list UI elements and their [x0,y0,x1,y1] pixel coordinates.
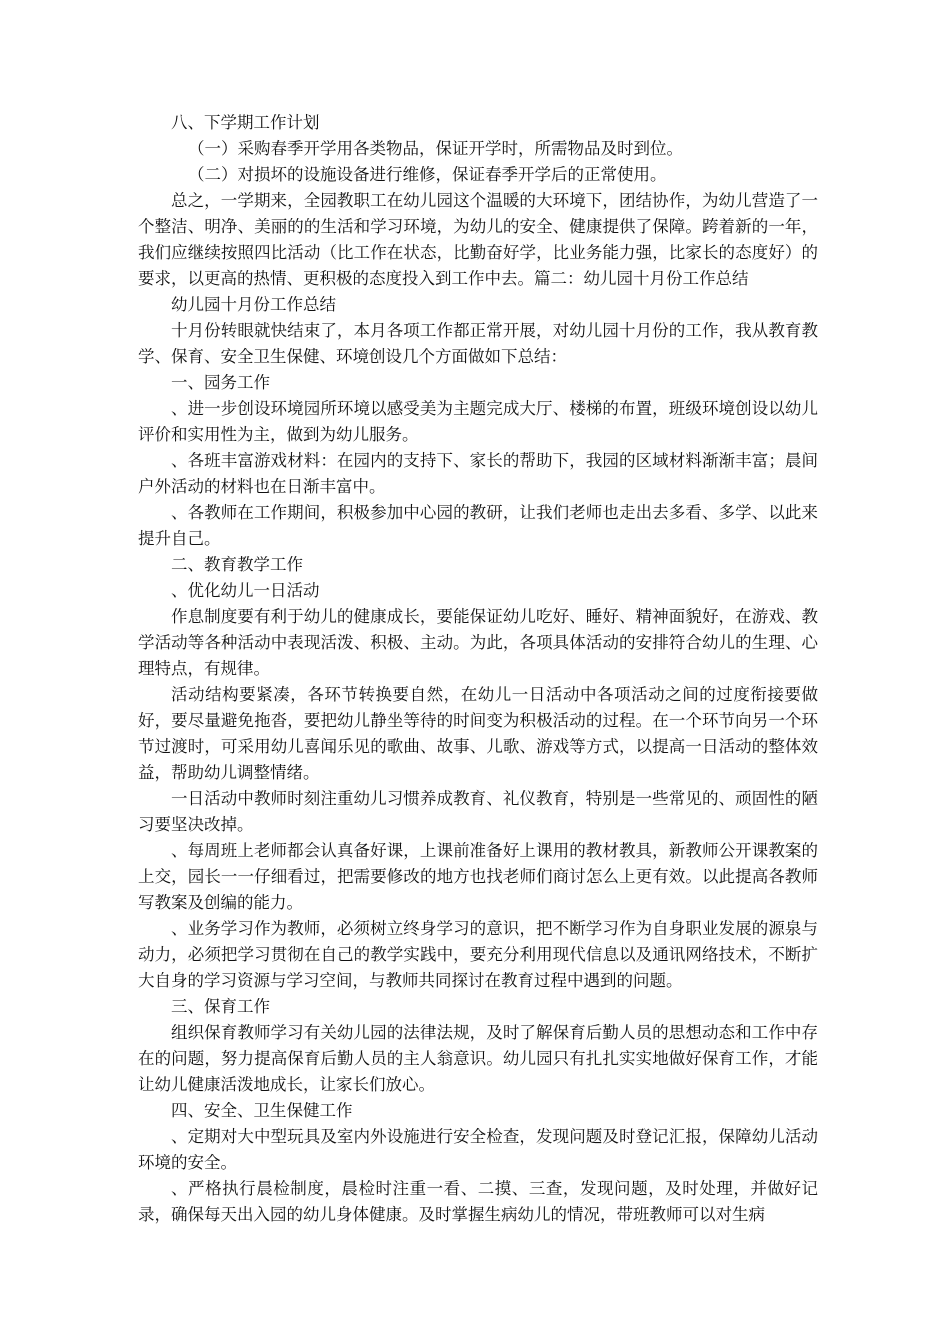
paragraph: 、进一步创设环境园所环境以感受美为主题完成大厅、楼梯的布置，班级环境创设以幼儿评价和实用性为主，做到为幼儿服务。 [138,399,818,444]
paragraph: 、各班丰富游戏材料：在园内的支持下、家长的帮助下，我园的区域材料渐渐丰富；晨间户外活动的材料也在日渐丰富中。 [138,451,818,496]
paragraph: 作息制度要有利于幼儿的健康成长，要能保证幼儿吃好、睡好、精神面貌好，在游戏、教学活动等各种活动中表现活泼、积极、主动。为此，各项具体活动的安排符合幼儿的生理、心理特点，有规律。 [138,607,818,678]
document-body [138,110,818,1228]
paragraph: 活动结构要紧凑，各环节转换要自然，在幼儿一日活动中各项活动之间的过度衔接要做好，要尽量避免拖沓，要把幼儿静坐等待的时间变为积极活动的过程。在一个环节向另一个环节过渡时，可采用幼儿喜闻乐见的歌曲、故事、儿歌、游戏等方式，以提高一日活动的整体效益，帮助幼儿调整情绪。 [138,685,818,782]
section-heading: 三、保育工作 [171,997,270,1016]
section-heading: 二、教育教学工作 [171,555,303,574]
sub-heading: 、优化幼儿一日活动 [171,581,320,600]
paragraph: 组织保育教师学习有关幼儿园的法律法规，及时了解保育后勤人员的思想动态和工作中存在的问题，努力提高保育后勤人员的主人翁意识。幼儿园只有扎扎实实地做好保育工作，才能让幼儿健康活泼地成长，让家长们放心。 [138,1023,818,1094]
paragraph: 、定期对大中型玩具及室内外设施进行安全检查，发现问题及时登记汇报，保障幼儿活动环境的安全。 [138,1127,818,1172]
paragraph: 总之，一学期来，全园教职工在幼儿园这个温暖的大环境下，团结协作，为幼儿营造了一个整洁、明净、美丽的的生活和学习环境，为幼儿的安全、健康提供了保障。跨着新的一年，我们应继续按照四比活动（比工作在状态，比勤奋好学，比业务能力强，比家长的态度好）的要求，以更高的热情、更积极的态度投入到工作中去。篇二：幼儿园十月份工作总结 [138,191,818,288]
plan-item: （一）采购春季开学用各类物品，保证开学时，所需物品及时到位。 [188,139,683,158]
paragraph: 、各教师在工作期间，积极参加中心园的教研，让我们老师也走出去多看、多学、以此来提升自己。 [138,503,818,548]
plan-item: （二）对损坏的设施设备进行维修，保证春季开学后的正常使用。 [188,165,667,184]
paragraph: 一日活动中教师时刻注重幼儿习惯养成教育、礼仪教育，特别是一些常见的、顽固性的陋习要坚决改掉。 [138,789,818,834]
section-heading: 一、园务工作 [171,373,270,392]
section-heading: 四、安全、卫生保健工作 [171,1101,353,1120]
paragraph: 十月份转眼就快结束了，本月各项工作都正常开展，对幼儿园十月份的工作，我从教育教学、保育、安全卫生保健、环境创设几个方面做如下总结： [138,321,818,366]
paragraph: 、每周班上老师都会认真备好课，上课前准备好上课用的教材教具，新教师公开课教案的上交，园长一一仔细看过，把需要修改的地方也找老师们商讨怎么上更有效。以此提高各教师写教案及创编的能力。 [138,841,818,912]
document-subtitle: 幼儿园十月份工作总结 [171,295,336,314]
paragraph: 、严格执行晨检制度，晨检时注重一看、二摸、三查，发现问题，及时处理，并做好记录，确保每天出入园的幼儿身体健康。及时掌握生病幼儿的情况，带班教师可以对生病 [138,1179,818,1224]
section-heading: 八、下学期工作计划 [171,113,320,132]
paragraph: 、业务学习作为教师，必须树立终身学习的意识，把不断学习作为自身职业发展的源泉与动力，必须把学习贯彻在自己的教学实践中，要充分利用现代信息以及通讯网络技术，不断扩大自身的学习资源与学习空间，与教师共同探讨在教育过程中遇到的问题。 [138,919,818,990]
